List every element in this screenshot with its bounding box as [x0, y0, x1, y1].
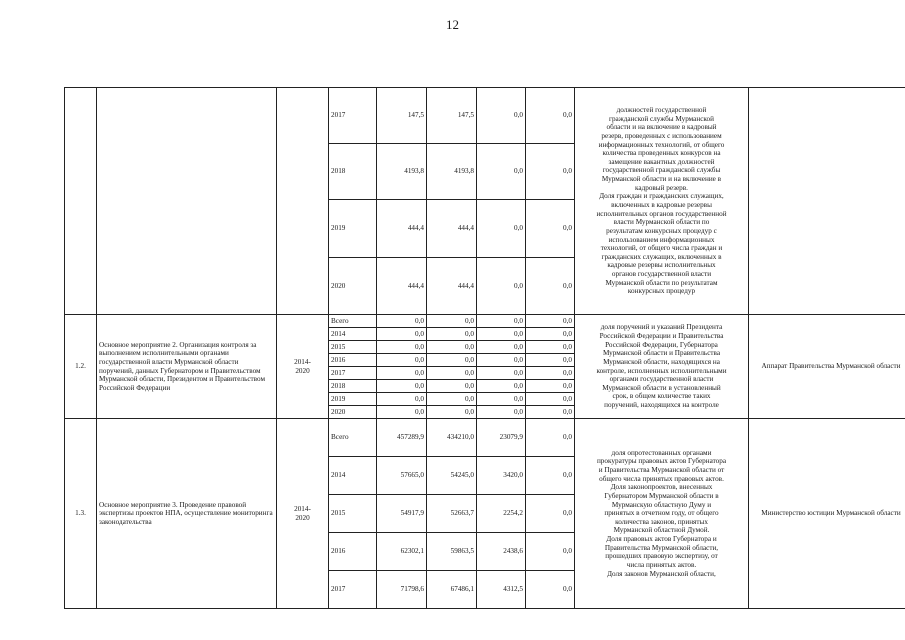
section-name: Основное мероприятие 2. Организация контроля за выполнением исполнительными органами государственной власти Мурманской области поручений, данных Губернатором и Правительством Мурманской области, Президентом и Правительством Российской Федерации	[97, 315, 277, 419]
year-cell: 2016	[329, 533, 377, 571]
value-cell: 444,4	[427, 258, 477, 315]
value-cell: 444,4	[377, 258, 427, 315]
year-cell: 2018	[329, 380, 377, 393]
value-cell: 62302,1	[377, 533, 427, 571]
value-cell: 0,0	[477, 393, 526, 406]
indicator-line: количества проведенных конкурсов на	[602, 149, 721, 158]
num-cell	[65, 88, 97, 315]
year-cell: Всего	[329, 315, 377, 328]
value-cell: 0,0	[377, 354, 427, 367]
value-cell: 59863,5	[427, 533, 477, 571]
indicator-line: принятых в отчетном году, от общего	[604, 509, 719, 518]
year-cell: 2017	[329, 571, 377, 609]
page-number: 12	[446, 17, 459, 32]
value-cell: 0,0	[526, 144, 575, 200]
indicator-line: общего числа принятых правовых актов.	[599, 474, 724, 483]
value-cell: 0,0	[427, 354, 477, 367]
period-cell	[277, 419, 329, 609]
indicator-line: резерв, проведенных с использованием	[601, 131, 722, 140]
value-cell: 0,0	[377, 315, 427, 328]
year-cell: 2015	[329, 341, 377, 354]
value-cell: 0,0	[526, 571, 575, 609]
indicator-line: Доля граждан и гражданских служащих,	[599, 192, 724, 201]
value-cell: 0,0	[526, 88, 575, 144]
indicator-line: исполнительных органов государственной	[596, 209, 727, 218]
value-cell: 457289,9	[377, 419, 427, 457]
value-cell: 0,0	[377, 406, 427, 419]
value-cell: 4312,5	[477, 571, 526, 609]
year-cell: 2020	[329, 258, 377, 315]
year-cell: 2014	[329, 457, 377, 495]
period-cell	[277, 88, 329, 315]
value-cell: 0,0	[377, 341, 427, 354]
indicator-line: органов государственной власти	[611, 270, 712, 279]
indicator-cell	[575, 419, 749, 609]
value-cell: 0,0	[526, 315, 575, 328]
value-cell: 0,0	[477, 200, 526, 258]
year-cell: 2018	[329, 144, 377, 200]
indicator-line: доля поручений и указаний Президента	[600, 323, 723, 332]
value-cell: 0,0	[427, 341, 477, 354]
value-cell: 3420,0	[477, 457, 526, 495]
indicator-line: государственной гражданской службы	[602, 166, 721, 175]
indicator-line: срок, в общем количестве таких	[612, 392, 711, 401]
indicator-line: доля опротестованных органами	[611, 448, 712, 457]
value-cell: 0,0	[526, 393, 575, 406]
value-cell: 0,0	[477, 341, 526, 354]
value-cell: 71798,6	[377, 571, 427, 609]
value-cell: 0,0	[427, 393, 477, 406]
year-cell: 2016	[329, 354, 377, 367]
value-cell: 2254,2	[477, 495, 526, 533]
value-cell: 0,0	[526, 328, 575, 341]
name-cell	[97, 88, 277, 315]
value-cell: 0,0	[477, 144, 526, 200]
indicator-line: Мурманской области в установленный	[602, 383, 721, 392]
indicator-line: органами государственной власти	[609, 375, 714, 384]
value-cell: 0,0	[477, 406, 526, 419]
indicator-line: Мурманской области и на включение в	[601, 175, 722, 184]
value-cell: 4193,8	[427, 144, 477, 200]
value-cell: 2438,6	[477, 533, 526, 571]
value-cell: 0,0	[477, 380, 526, 393]
indicator-line: гражданской службы Мурманской	[609, 114, 714, 123]
indicator-line: Доля законов Мурманской области,	[607, 569, 716, 578]
executor-cell: Министерство юстиции Мурманской области	[749, 419, 905, 609]
period-start: 2014-	[294, 357, 311, 366]
value-cell: 0,0	[427, 315, 477, 328]
indicator-line: Российской Федерации, Губернатора	[605, 340, 718, 349]
period-end: 2020	[295, 366, 310, 375]
year-cell: Всего	[329, 419, 377, 457]
value-cell: 54245,0	[427, 457, 477, 495]
indicator-line: Мурманской области и Правительства	[602, 349, 721, 358]
value-cell: 0,0	[526, 258, 575, 315]
table-row	[65, 419, 905, 457]
indicator-line: числа принятых актов.	[626, 561, 697, 570]
indicator-line: Мурманской области, находящихся на	[603, 357, 720, 366]
section-number: 1.2.	[65, 315, 97, 419]
period-cell	[277, 315, 329, 419]
year-cell: 2014	[329, 328, 377, 341]
executor-cell: Аппарат Правительства Мурманской области	[749, 315, 905, 419]
indicator-cell	[575, 315, 749, 419]
value-cell: 54917,9	[377, 495, 427, 533]
value-cell: 0,0	[477, 328, 526, 341]
indicator-line: конкурсных процедур	[627, 287, 696, 296]
year-cell: 2017	[329, 367, 377, 380]
year-cell: 2017	[329, 88, 377, 144]
year-cell: 2015	[329, 495, 377, 533]
value-cell: 23079,9	[477, 419, 526, 457]
indicator-line: области и на включение в кадровый	[606, 123, 717, 132]
indicator-line: Мурманскую областную Думу и	[611, 500, 712, 509]
indicator-line: Правительства Мурманской области,	[604, 543, 719, 552]
value-cell: 0,0	[526, 419, 575, 457]
executor-cell	[749, 88, 905, 315]
table-row	[65, 88, 905, 144]
value-cell: 57665,0	[377, 457, 427, 495]
value-cell: 0,0	[377, 393, 427, 406]
value-cell: 0,0	[427, 328, 477, 341]
indicator-line: Российской Федерации и Правительства	[599, 331, 724, 340]
value-cell: 0,0	[477, 367, 526, 380]
value-cell: 147,5	[377, 88, 427, 144]
indicator-line: Мурманской области по результатам	[605, 278, 718, 287]
value-cell: 0,0	[477, 88, 526, 144]
value-cell: 52663,7	[427, 495, 477, 533]
value-cell: 0,0	[526, 200, 575, 258]
value-cell: 0,0	[477, 258, 526, 315]
table-row	[65, 315, 905, 328]
value-cell: 444,4	[377, 200, 427, 258]
indicator-line: Доля правовых актов Губернатора и	[606, 535, 717, 544]
section-number: 1.3.	[65, 419, 97, 609]
indicator-line: кадровые резервы исполнительных	[607, 261, 716, 270]
indicator-line: Мурманской областной Думой.	[613, 526, 710, 535]
indicator-line: гражданских служащих, включенных в	[601, 252, 722, 261]
value-cell: 0,0	[427, 406, 477, 419]
value-cell: 67486,1	[427, 571, 477, 609]
period-start: 2014-	[294, 504, 311, 513]
indicator-line: и Правительства Мурманской области от	[598, 465, 725, 474]
year-cell: 2019	[329, 393, 377, 406]
value-cell: 0,0	[377, 380, 427, 393]
period-end: 2020	[295, 513, 310, 522]
indicator-line: власти Мурманской области по	[613, 218, 710, 227]
indicator-line: результатам конкурсных процедур с	[606, 226, 717, 235]
indicator-cell	[575, 88, 749, 315]
value-cell: 0,0	[377, 328, 427, 341]
value-cell: 0,0	[526, 457, 575, 495]
value-cell: 147,5	[427, 88, 477, 144]
indicator-line: кадровый резерв.	[635, 183, 688, 192]
indicator-line: включенных в кадровые резервы	[611, 201, 712, 209]
value-cell: 0,0	[526, 354, 575, 367]
indicator-line: поручений, находящихся на контроле	[604, 401, 719, 410]
indicator-line: прошедших правовую экспертизу, от	[605, 552, 718, 561]
value-cell: 0,0	[377, 367, 427, 380]
value-cell: 0,0	[526, 533, 575, 571]
indicator-line: Губернатором Мурманской области в	[604, 491, 719, 500]
value-cell: 0,0	[477, 354, 526, 367]
indicator-line: прокуратуры правовых актов Губернатора	[596, 457, 727, 466]
indicator-line: технологий, от общего числа граждан и	[600, 244, 723, 253]
indicator-line: количества законов, принятых	[615, 517, 708, 526]
indicator-line: замещение вакантных должностей	[608, 157, 715, 166]
indicator-line: использованием информационных	[608, 235, 715, 244]
indicator-line: информационных технологий, от общего	[598, 140, 725, 149]
year-cell: 2020	[329, 406, 377, 419]
indicator-line: должностей государственной	[616, 105, 707, 114]
year-cell: 2019	[329, 200, 377, 258]
value-cell: 0,0	[526, 341, 575, 354]
section-name: Основное мероприятие 3. Проведение правовой экспертизы проектов НПА, осуществление мониторинга законодательства	[97, 419, 277, 609]
value-cell: 0,0	[477, 315, 526, 328]
value-cell: 0,0	[427, 380, 477, 393]
indicator-line: контроле, исполненных исполнительными	[596, 366, 727, 375]
value-cell: 0,0	[526, 367, 575, 380]
value-cell: 0,0	[526, 495, 575, 533]
value-cell: 0,0	[526, 380, 575, 393]
value-cell: 4193,8	[377, 144, 427, 200]
value-cell: 0,0	[526, 406, 575, 419]
indicator-line: Доля законопроектов, внесенных	[610, 483, 713, 492]
program-table	[64, 87, 905, 609]
value-cell: 444,4	[427, 200, 477, 258]
value-cell: 0,0	[427, 367, 477, 380]
value-cell: 434210,0	[427, 419, 477, 457]
